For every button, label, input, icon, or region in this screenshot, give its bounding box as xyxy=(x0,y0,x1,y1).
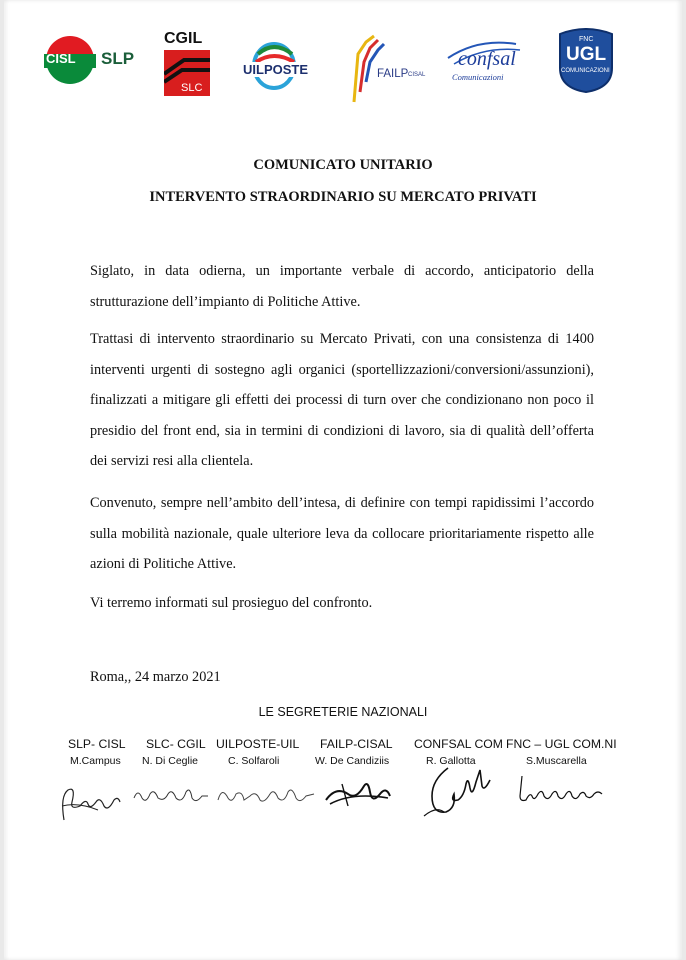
comunicazioni-text: COMUNICAZIONI xyxy=(561,68,610,74)
confsal-text: confsal xyxy=(458,48,516,70)
signatory-org: FAILP-CISAL xyxy=(320,737,393,751)
fnc-ugl-logo xyxy=(554,28,618,94)
comunicazioni-text: Comunicazioni xyxy=(452,72,504,82)
paragraph-1: Siglato, in data odierna, un importante verbale di accordo, anticipatorio della strutturazione dell’impianto di Politiche Attive. xyxy=(90,263,594,310)
signatory-name: N. Di Ceglie xyxy=(142,755,199,767)
signatory-name: W. De Candiziis xyxy=(315,755,390,767)
uilposte-text: UILPOSTE xyxy=(243,62,309,77)
signature-muscarella xyxy=(514,772,606,806)
cisl-text: CISL xyxy=(46,51,76,66)
signature-solfaroli xyxy=(214,782,318,808)
fnc-text: FNC xyxy=(579,36,594,43)
signatory-name: S.Muscarella xyxy=(526,755,587,767)
paragraph-4: Vi terremo informati sul prosieguo del confronto. xyxy=(90,595,373,611)
signatory-org: UILPOSTE-UIL xyxy=(216,737,300,751)
cgil-slc-logo xyxy=(164,32,214,98)
signatory-org: SLC- CGIL xyxy=(146,737,206,751)
cgil-text: CGIL xyxy=(164,30,203,47)
cisal-text: CISAL xyxy=(408,72,426,78)
document-subtitle: INTERVENTO STRAORDINARIO SU MERCATO PRIVATI xyxy=(149,189,537,205)
slp-text: SLP xyxy=(101,49,135,68)
signature-gallotta xyxy=(418,762,494,820)
signature-di-ceglie xyxy=(130,782,210,808)
failp-text: FAILP xyxy=(377,68,409,80)
document-title: COMUNICATO UNITARIO xyxy=(253,157,433,173)
slc-text: SLC xyxy=(181,82,203,94)
signature-campus xyxy=(58,776,124,826)
signatory-org: CONFSAL COM xyxy=(414,737,503,751)
date-line: Roma,, 24 marzo 2021 xyxy=(90,669,221,685)
signatory-name: R. Gallotta xyxy=(426,755,476,767)
uilposte-logo xyxy=(240,40,326,94)
paragraph-3: Convenuto, sempre nell’ambito dell’intesa, di definire con tempi rapidissimi l’accordo sulla mobilità nazionale, quale ulteriore leva da collocare prioritariamente rispetto alle azioni di Politiche Attive. xyxy=(90,495,594,572)
failp-cisal-logo xyxy=(348,32,428,104)
paragraph-2: Trattasi di intervento straordinario su Mercato Privati, con una consistenza di 1400 interventi urgenti di sostegno agli organici (sportellizzazioni/conversioni/assunzioni), finalizzati a mitigare gli effetti dei processi di turn over che condizionano non poco il presidio del front end, sia in termini di condizioni di lavoro, sia di qualità dell’offerta dei servizi resi alla clientela. xyxy=(90,331,594,469)
logo-row xyxy=(0,22,686,112)
segreterie-heading: LE SEGRETERIE NAZIONALI xyxy=(258,705,428,719)
signatory-name: C. Solfaroli xyxy=(228,755,280,767)
confsal-logo xyxy=(438,38,528,88)
signatory-org: FNC – UGL COM.NI xyxy=(506,737,617,751)
cisl-slp-logo xyxy=(42,30,142,86)
signatory-name: M.Campus xyxy=(70,755,121,767)
ugl-text: UGL xyxy=(566,44,607,65)
signature-de-candiziis xyxy=(322,776,394,812)
signatory-org: SLP- CISL xyxy=(68,737,126,751)
